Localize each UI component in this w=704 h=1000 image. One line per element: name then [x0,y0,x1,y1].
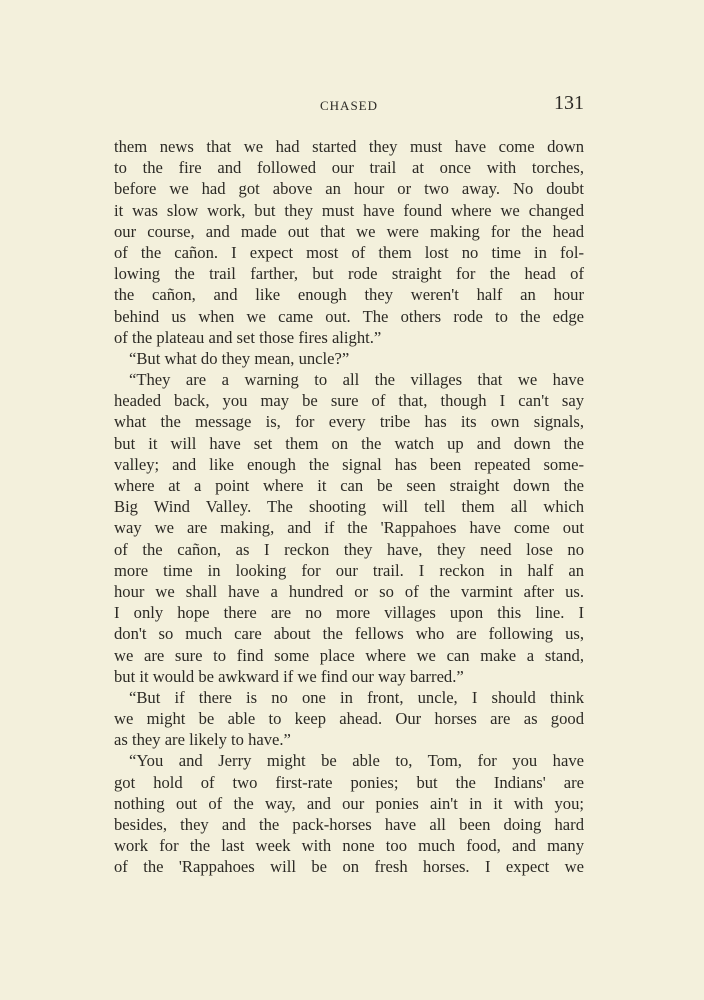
page-number: 131 [554,92,584,114]
text-line: of the plateau and set those fires alight.” [114,327,382,347]
body-text [114,136,584,878]
text-line: way we are making, and if the 'Rappahoes have come out [114,518,584,538]
text-line: before we had got above an hour or two away. No doubt [114,179,584,199]
text-line: don't so much care about the fellows who are following us, [114,624,584,644]
text-line: “But if there is no one in front, uncle, I should think [129,687,584,707]
text-line: we are sure to find some place where we can make a stand, [114,645,584,665]
text-line: nothing out of the way, and our ponies ain't in it with you; [114,793,584,813]
text-line: of the cañon. I expect most of them lost no time in fol- [114,242,584,262]
text-line: as they are likely to have.” [114,730,291,750]
text-line: lowing the trail farther, but rode straight for the head of [114,264,584,284]
text-line: it was slow work, but they must have found where we changed [114,200,584,220]
text-line: of the 'Rappahoes will be on fresh horses. I expect we [114,857,584,877]
text-line: our course, and made out that we were making for the head [114,221,584,241]
text-line: but it would be awkward if we find our way barred.” [114,666,464,686]
text-line: “You and Jerry might be able to, Tom, for you have [129,751,584,771]
text-line: I only hope there are no more villages upon this line. I [114,603,584,623]
text-line: besides, they and the pack-horses have all been doing hard [114,815,584,834]
text-line: valley; and like enough the signal has been repeated some- [114,454,584,474]
text-line: them news that we had started they must have come down [114,137,584,156]
text-line: headed back, you may be sure of that, though I can't say [114,391,584,411]
text-line: work for the last week with none too much food, and many [114,836,584,856]
text-line: more time in looking for our trail. I reckon in half an [114,560,584,580]
text-line: of the cañon, as I reckon they have, they need lose no [114,539,584,559]
running-head [114,92,584,120]
text-line: behind us when we came out. The others rode to the edge [114,306,584,326]
text-line: to the fire and followed our trail at once with torches, [114,158,584,178]
text-line: what the message is, for every tribe has its own signals, [114,412,584,432]
text-line: the cañon, and like enough they weren't half an hour [114,285,584,305]
text-line: we might be able to keep ahead. Our horses are as good [114,709,584,729]
text-line: hour we shall have a hundred or so of the varmint after us. [114,581,584,601]
text-line: “But what do they mean, uncle?” [129,348,350,368]
chapter-title: CHASED [320,98,379,113]
text-line: got hold of two first-rate ponies; but the Indians' are [114,772,584,792]
text-line: where at a point where it can be seen straight down the [114,476,584,495]
text-line: but it will have set them on the watch up and down the [114,433,584,453]
text-line: Big Wind Valley. The shooting will tell them all which [114,497,584,517]
text-line: “They are a warning to all the villages that we have [129,370,584,390]
